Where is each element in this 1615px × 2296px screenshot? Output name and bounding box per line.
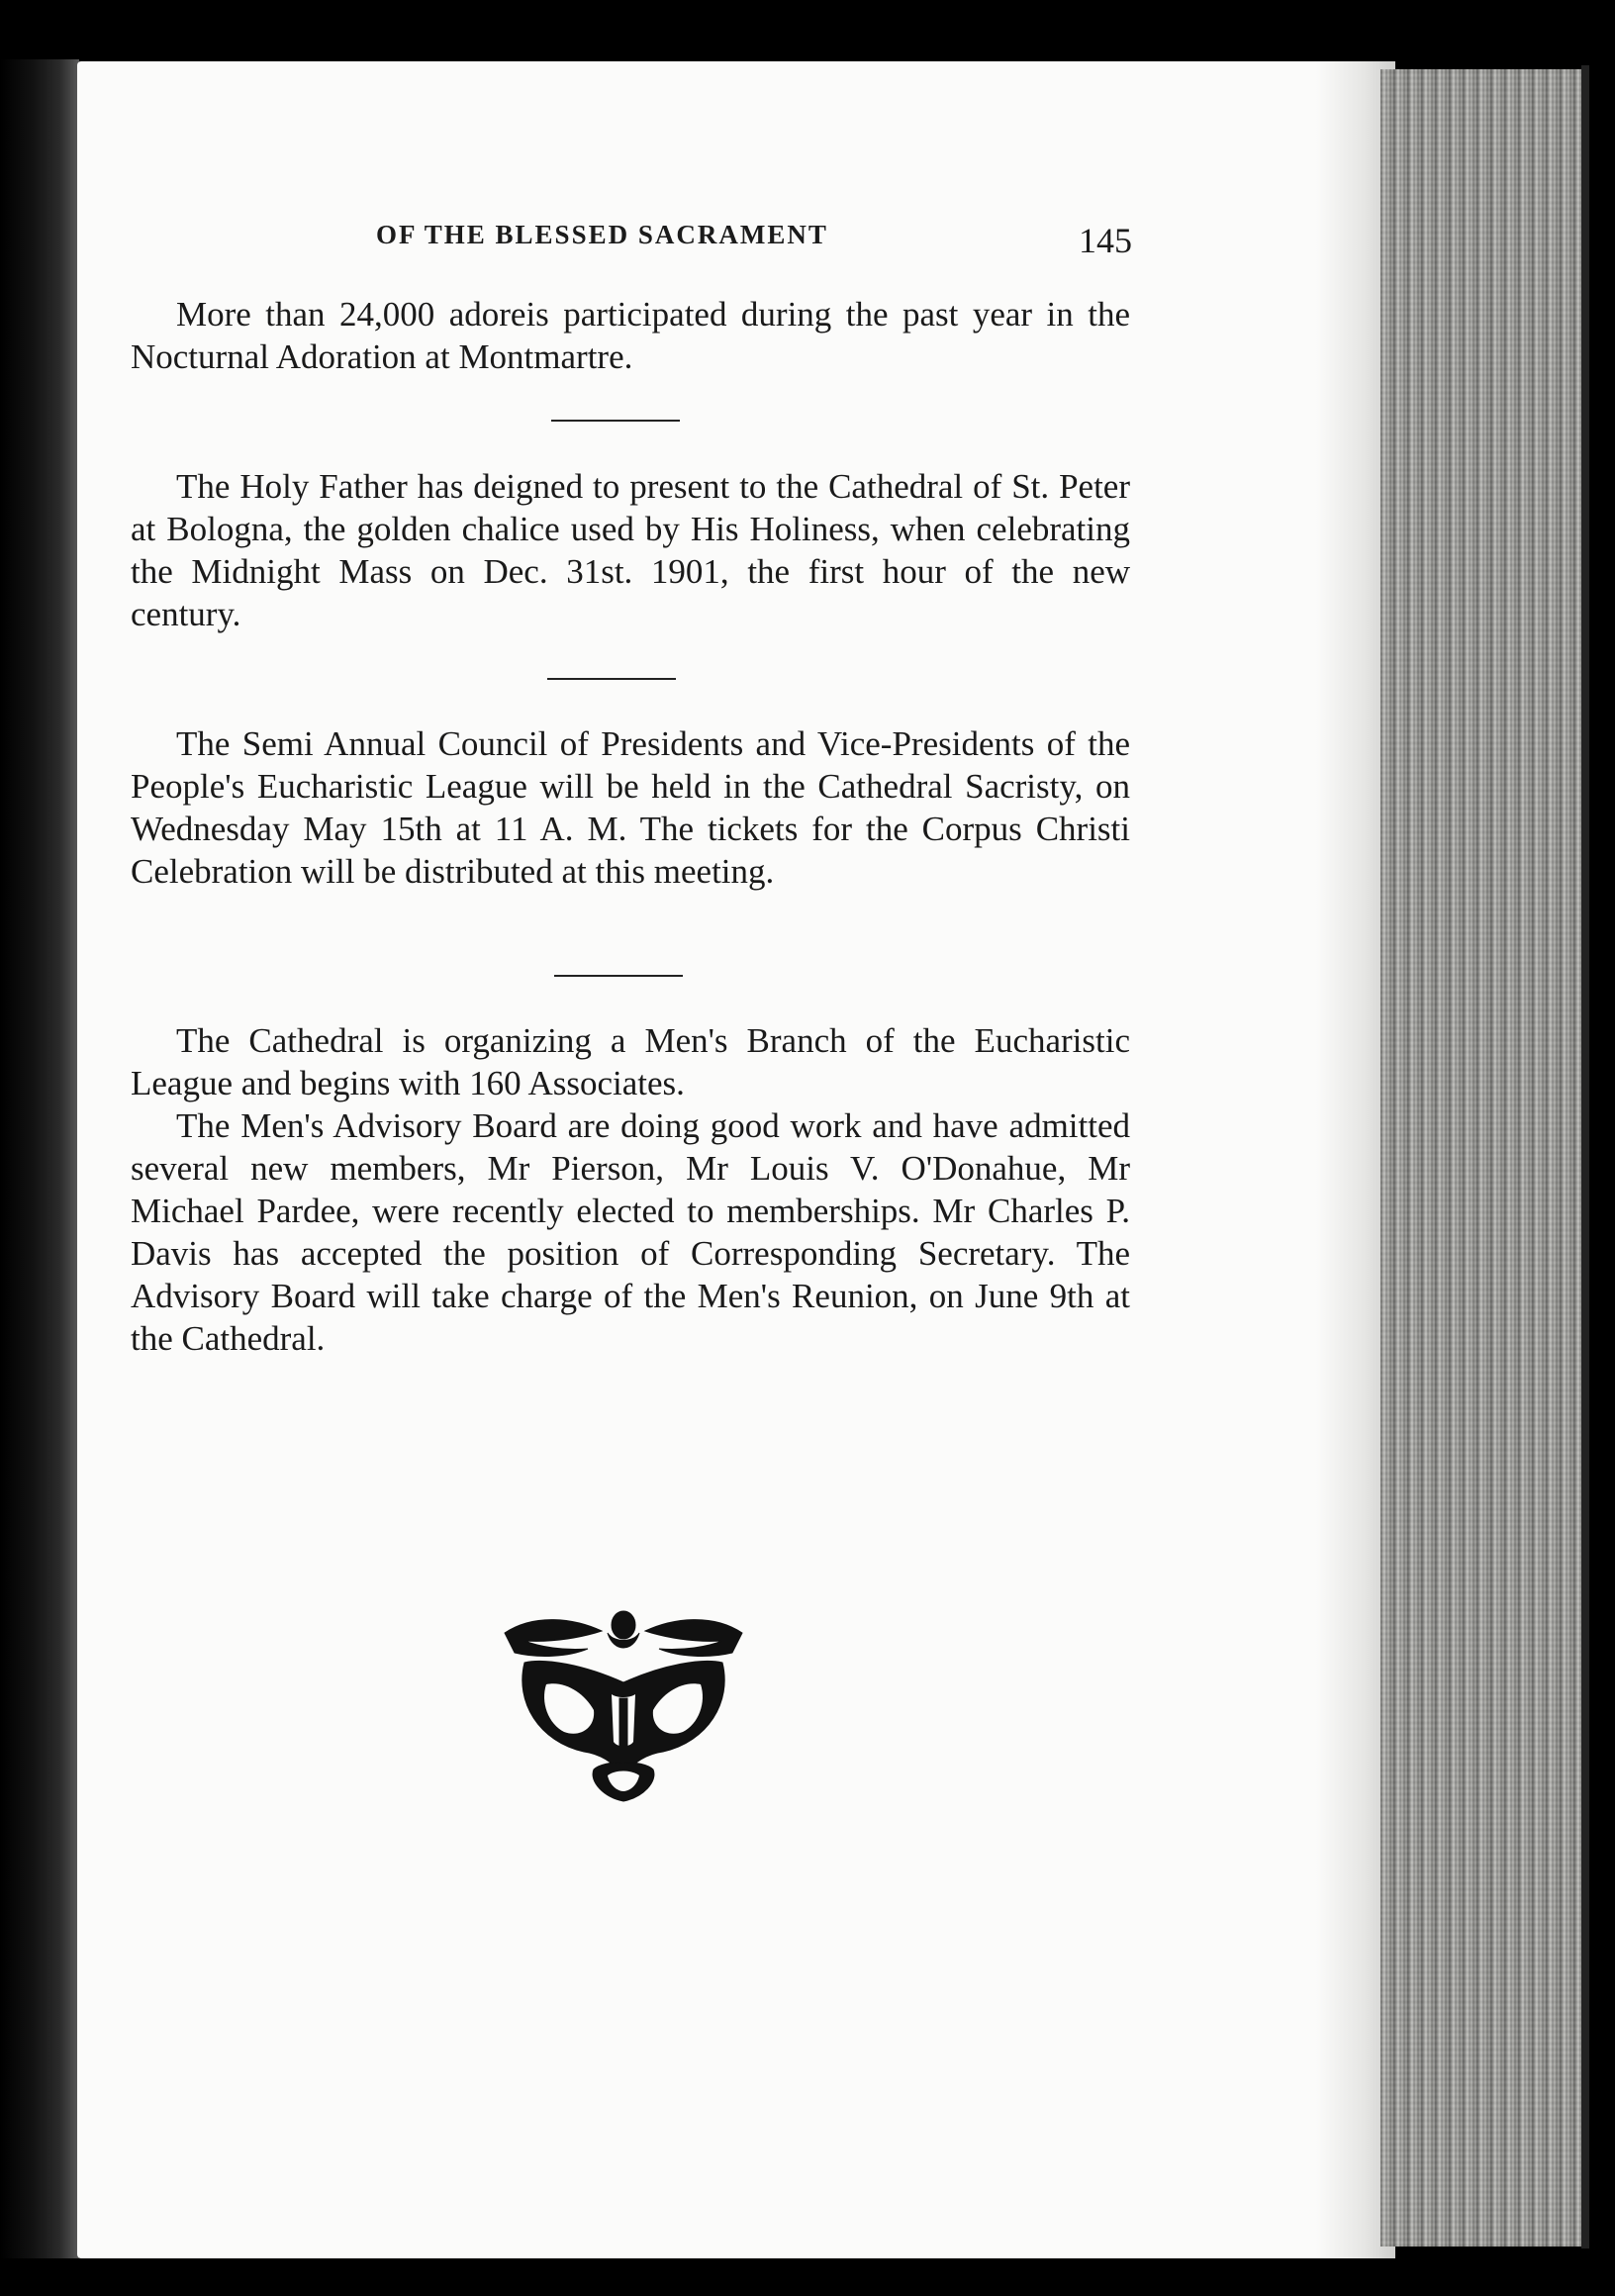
paragraph: The Cathedral is organizing a Men's Branch of the Eucharistic League and begins with 160 Associates. xyxy=(131,1021,1130,1102)
section-divider xyxy=(547,678,676,680)
running-head: OF THE BLESSED SACRAMENT xyxy=(376,220,828,249)
section-divider xyxy=(551,420,680,422)
paragraph-block-3 xyxy=(131,722,1130,893)
paragraph-block-4 xyxy=(131,1019,1130,1360)
paragraph: The Semi Annual Council of Presidents and Vice-Presidents of the People's Eucharistic League will be held in the Cathedral Sacristy, on Wednesday May 15th at 11 A. M. The tickets for the Corpus Christi Celebration will be distributed at this meeting. xyxy=(131,724,1130,891)
paragraph-block-1 xyxy=(131,293,1130,378)
floral-tailpiece-icon xyxy=(485,1603,762,1811)
section-divider xyxy=(554,975,683,977)
book-cover-edge xyxy=(1581,65,1589,2248)
page-edges xyxy=(1380,69,1583,2247)
paragraph-block-2 xyxy=(131,465,1130,635)
book-gutter xyxy=(0,59,79,2258)
page-number: 145 xyxy=(1079,221,1132,260)
paragraph: More than 24,000 adoreis participated during the past year in the Nocturnal Adoration at Montmartre. xyxy=(131,295,1130,376)
paragraph: The Holy Father has deigned to present to the Cathedral of St. Peter at Bologna, the golden chalice used by His Holiness, when celebrating the Midnight Mass on Dec. 31st. 1901, the first hour of the new century. xyxy=(131,467,1130,633)
paragraph: The Men's Advisory Board are doing good work and have admitted several new members, Mr Pierson, Mr Louis V. O'Donahue, Mr Michael Pardee, were recently elected to memberships. Mr Charles P. Davis has accepted the position of Corresponding Secretary. The Advisory Board will take charge of the Men's Reunion, on June 9th at the Cathedral. xyxy=(131,1106,1130,1358)
